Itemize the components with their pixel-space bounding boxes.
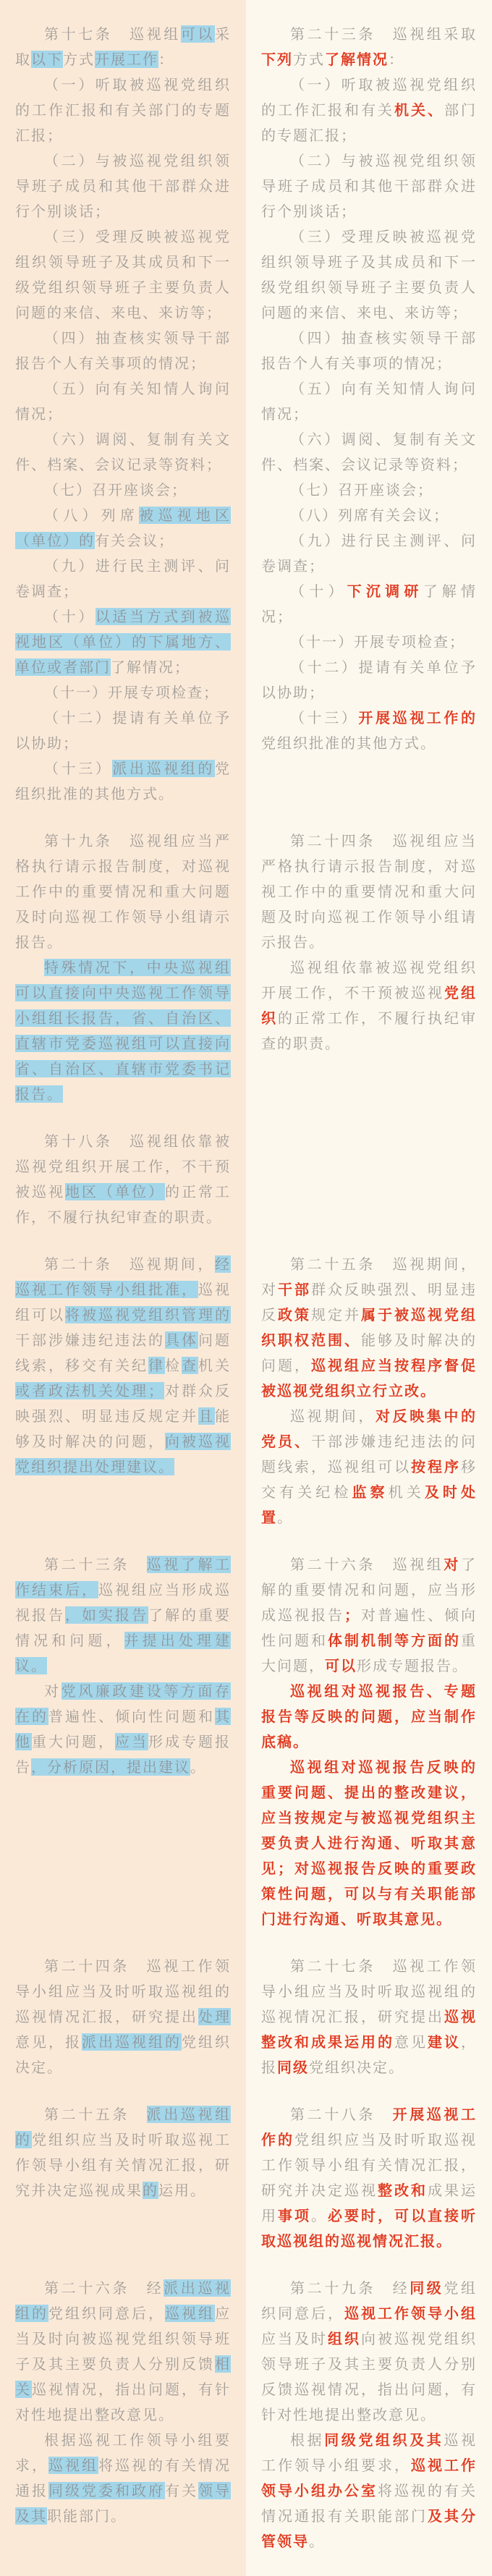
text-run: 对群众反映强烈、明显违反规定并 [15, 1382, 231, 1425]
removed-text-highlight: 派出巡视组的 [112, 760, 216, 777]
old-version-cell [0, 2102, 246, 2276]
removed-text-highlight: 律 [148, 1357, 165, 1374]
article-paragraph [15, 706, 231, 756]
text-run: 巡视组依靠被巡视党组织开展工作，不干预被巡视 [261, 959, 477, 1001]
text-run: 对 [44, 1682, 62, 1700]
text-run: 巡视组可以 [15, 1281, 231, 1323]
article-paragraph [261, 955, 477, 1056]
removed-text-highlight: 巡视组 [165, 2305, 215, 2322]
new-version-cell [246, 2276, 492, 2576]
text-run: 向被巡视党组织领导班子及其主要负责人分别反馈巡视情况，指出问题，有针对性地提出整改意见。 [261, 2330, 477, 2423]
removed-text-highlight: 或者政法机关处理； [15, 1382, 164, 1399]
text-run: 第二十九条 经 [290, 2279, 410, 2297]
text-run: 巡视组应当形成巡视报告 [15, 1581, 231, 1624]
removed-text-highlight: 其他 [15, 1708, 231, 1750]
text-run: （七）召开座谈会； [44, 481, 187, 499]
article-paragraph [15, 1552, 231, 1679]
removed-text-highlight: 相关 [15, 2355, 231, 2398]
article-paragraph [261, 1404, 477, 1530]
text-run: 第二十八条 [290, 2106, 393, 2123]
added-text-emphasis: 及其分管领导 [261, 2507, 477, 2550]
added-text-emphasis: 政策 [278, 1306, 311, 1323]
text-run: （二）与被巡视党组织领导班子成员和其他干部群众进行个别谈话； [15, 152, 231, 220]
removed-text-highlight: 以适当方式到被巡视地区（单位）的下属地方、单位或者部门 [15, 608, 232, 676]
text-run: （五）向有关知情人询问情况； [261, 380, 477, 423]
removed-text-highlight: 领导及其 [15, 2482, 231, 2525]
text-run: 将巡视的有关情况通报 [15, 2457, 231, 2499]
text-run: ： [158, 51, 174, 68]
text-run: ： [389, 51, 404, 68]
text-run: 干部涉嫌违纪违法的 [15, 1331, 165, 1349]
article-paragraph [261, 829, 477, 955]
article-paragraph [261, 630, 477, 655]
added-text-emphasis: 同级党组织及其 [324, 2431, 444, 2449]
text-run: 第二十六条 巡视组 [290, 1556, 444, 1573]
old-version-cell [0, 829, 246, 1252]
text-run: 第十九条 巡视组应当严格执行请示报告制度，对巡视工作中的重要情况和重大问题及时向巡视工作领导小组请示报告。 [15, 832, 231, 951]
article-paragraph [15, 829, 231, 955]
text-run: 巡视期间， [290, 1407, 376, 1425]
text-run: （三）受理反映被巡视党组织领导班子及其成员和下一级党组织领导班子主要负责人问题的来信、来电、来访等； [261, 228, 477, 321]
text-run: 形成专题报告 [15, 1733, 231, 1776]
removed-text-highlight: 被巡视地区（单位）的 [15, 507, 232, 549]
removed-text-highlight: 特殊情况下，中央巡视组可以直接向中央巡视工作领导小组组长报告，省、自治区、直辖市党委巡视组可以直接向省、自治区、直辖市党委书记报告。 [15, 959, 231, 1103]
article-paragraph [15, 680, 231, 706]
added-text-emphasis: 及时处置 [261, 1483, 478, 1526]
removed-text-highlight: 的 [143, 2182, 158, 2199]
article-paragraph [261, 427, 477, 478]
new-version-cell [246, 1252, 492, 1552]
text-run: 将巡视的有关情况通报有关职能部门 [261, 2482, 477, 2525]
removed-text-highlight: 派出巡视组的 [15, 2106, 232, 2148]
article-paragraph [261, 579, 477, 630]
text-run: 党组织同意后， [48, 2305, 165, 2322]
article-paragraph [261, 224, 477, 326]
article-paragraph [261, 528, 477, 579]
text-run: （三）受理反映被巡视党组织领导班子及其成员和下一级党组织领导班子主要负责人问题的来信、来电、来访等； [15, 228, 231, 321]
removed-text-highlight: 并提出处理建议。 [15, 1632, 232, 1674]
article-paragraph [15, 1954, 231, 2080]
text-run: 了解情况； [261, 582, 478, 625]
added-text-emphasis: 属于被巡视党组织职权范围、 [261, 1306, 477, 1349]
removed-text-highlight: 以下 [31, 51, 63, 68]
text-run: ，报 [261, 2033, 477, 2076]
text-run: 应当及时向被巡视党组织领导班子及其主要负责人分别反馈 [15, 2305, 231, 2373]
added-text-emphasis: 体制机制等方面的 [328, 1632, 461, 1649]
article-paragraph [15, 2428, 231, 2529]
added-text-emphasis: 下列 [261, 51, 293, 68]
text-run: （四）抽查核实领导干部报告个人有关事项的情况； [261, 329, 477, 372]
new-version-cell [246, 1552, 492, 1954]
new-version-cell [246, 0, 492, 829]
removed-text-highlight: 可以 [180, 25, 216, 43]
text-run: 第十七条 巡视组 [44, 25, 181, 43]
article-paragraph [261, 2102, 477, 2254]
removed-text-highlight: 应当 [115, 1733, 148, 1750]
text-run: 党组织批准的其他方式。 [261, 734, 436, 752]
removed-text-highlight: 向被巡视党组织提出处理建议。 [15, 1433, 231, 1475]
article-paragraph [15, 503, 231, 554]
article-paragraph [15, 1252, 231, 1480]
added-text-emphasis: 开展巡视工作的 [261, 2106, 478, 2148]
article-paragraph [261, 22, 477, 72]
added-text-emphasis: 巡视工作领导小组办公室 [261, 2457, 477, 2499]
text-run: （十二）提请有关单位予以协助； [15, 709, 231, 752]
text-run: （八）列席 [44, 507, 140, 524]
added-text-emphasis: 巡视整改和成果运用的 [261, 2008, 477, 2051]
added-text-emphasis: 可以 [325, 1657, 357, 1674]
article-paragraph [15, 22, 231, 72]
text-run: 有关 [165, 2482, 198, 2499]
added-text-emphasis: 巡视工作领导小组 [344, 2305, 477, 2322]
text-run: 机关 [198, 1357, 231, 1374]
added-text-emphasis: 机关、 [394, 101, 444, 119]
article-paragraph [15, 72, 231, 148]
removed-text-highlight: 巡视组 [48, 2457, 98, 2474]
text-run: 第十八条 巡视组依靠被巡视党组织开展工作，不干预被巡视 [15, 1132, 231, 1200]
new-version-cell [246, 829, 492, 1252]
article-paragraph [15, 326, 231, 376]
text-run: （十一）开展专项检查； [44, 684, 219, 701]
text-run: 第二十七条 巡视工作领导小组应当及时听取巡视组的巡视情况汇报，研究提出 [261, 1957, 477, 2025]
added-text-emphasis: 巡视组对巡视报告、专题报告等反映的问题，应当制作底稿。 [261, 1682, 477, 1750]
removed-text-highlight: 查 [182, 1357, 198, 1374]
text-run: 党组织决定。 [15, 2033, 231, 2076]
added-text-emphasis: 对 [444, 1556, 462, 1573]
text-run: 的正常工作，不履行执纪审查的职责。 [261, 1009, 477, 1052]
removed-text-highlight: 地区（单位） [65, 1183, 165, 1200]
article-paragraph [15, 604, 231, 680]
text-run: 党组织同意后， [261, 2279, 478, 2322]
old-version-cell [0, 1552, 246, 1954]
text-run: （五）向有关知情人询问情况； [15, 380, 231, 423]
text-run: 有关会议； [95, 532, 174, 549]
text-run: 规定并 [311, 1306, 361, 1323]
text-run: 对普遍性、倾向性问题和 [261, 1606, 477, 1649]
article-paragraph [261, 376, 477, 427]
text-run: 应当及时 [261, 2330, 328, 2347]
article-paragraph [261, 503, 477, 528]
added-text-emphasis: 同级 [410, 2279, 444, 2297]
added-text-emphasis: 巡视组应当按程序督促被巡视党组织立行立改。 [261, 1357, 477, 1399]
article-paragraph [15, 427, 231, 478]
article-paragraph [261, 706, 477, 756]
new-version-cell [246, 1954, 492, 2102]
old-version-cell [0, 1252, 246, 1552]
article-paragraph [261, 326, 477, 376]
added-text-emphasis: 组织 [328, 2330, 361, 2347]
text-run: 第二十条 巡视期间， [44, 1255, 215, 1273]
article-paragraph [261, 1679, 477, 1755]
text-run: 第二十四条 巡视工作领导小组应当及时听取巡视组的巡视情况汇报，研究提出 [15, 1957, 231, 2025]
removed-text-highlight: 巡视了解工作结束后， [15, 1556, 232, 1598]
old-version-cell [0, 1954, 246, 2102]
text-run: （六）调阅、复制有关文件、档案、会议记录等资料； [15, 431, 231, 473]
added-text-emphasis: 监察 [352, 1483, 389, 1501]
removed-text-highlight: 经巡视工作领导小组批准， [15, 1255, 231, 1298]
removed-text-highlight: 派出巡视组的 [82, 2033, 182, 2051]
article-paragraph [261, 72, 477, 148]
text-run: 重大问题， [32, 1733, 115, 1750]
new-version-cell [246, 2102, 492, 2276]
article-paragraph [261, 655, 477, 706]
article-paragraph [15, 756, 231, 807]
text-run: 普遍性、倾向性问题和 [48, 1708, 215, 1725]
article-paragraph [15, 554, 231, 604]
text-run: （六）调阅、复制有关文件、档案、会议记录等资料； [261, 431, 477, 473]
text-run: 党组织决定。 [309, 2059, 404, 2076]
added-text-emphasis: 建议 [428, 2033, 461, 2051]
text-run: 根据 [290, 2431, 325, 2449]
removed-text-highlight: 党风廉政建设等方面存在的 [15, 1682, 232, 1725]
article-paragraph [261, 2276, 477, 2428]
text-run: 。 [190, 1758, 206, 1776]
text-run: 职能部门。 [47, 2507, 127, 2525]
article-paragraph [261, 1552, 477, 1679]
text-run: 干部涉嫌违纪违法的问题线索，巡视组可以 [261, 1433, 477, 1475]
removed-text-highlight: 派出巡视组的 [15, 2279, 232, 2322]
text-run: 重大问题， [261, 1632, 477, 1674]
text-run: 。 [311, 2207, 328, 2224]
text-run: （一）听取被巡视党组织的工作汇报和有关 [261, 76, 477, 119]
text-run: 。 [309, 2533, 325, 2550]
text-run: 检 [165, 1357, 182, 1374]
text-run: 第二十三条 [44, 1556, 147, 1573]
text-run: 能够及时解决的问题， [261, 1331, 477, 1374]
text-run: 党组织应当及时听取巡视工作领导小组有关情况汇报，研究并决定巡视 [261, 2131, 477, 2199]
text-run: 机关 [388, 1483, 425, 1501]
text-run: 第二十三条 巡视组采取 [290, 25, 477, 43]
text-run: （四）抽查核实领导干部报告个人有关事项的情况； [15, 329, 231, 372]
text-run: （十） [44, 608, 96, 625]
text-run: （十三） [44, 760, 113, 777]
article-paragraph [15, 2102, 231, 2203]
added-text-emphasis: 必要时，可以直接听取巡视组的巡视情况汇报。 [261, 2207, 477, 2250]
article-paragraph [261, 478, 477, 503]
article-paragraph [261, 1755, 477, 1932]
text-run: 第二十五条 巡视期间，对 [261, 1255, 477, 1298]
added-text-emphasis: 巡视组对巡视报告反映的重要问题、提出的整改建议，应当按规定与被巡视党组织主要负责人进行沟通、听取其意见；对巡视报告反映的重要政策性问题，可以与有关职能部门进行沟通、听取其意见。 [261, 1758, 477, 1928]
text-run: （七）召开座谈会； [290, 481, 433, 499]
article-paragraph [261, 1954, 477, 2080]
text-run: （九）进行民主测评、问卷调查； [15, 557, 231, 600]
text-run: 根据巡视工作领导小组要求， [15, 2431, 231, 2474]
article-paragraph [15, 376, 231, 427]
text-run: 了解情况； [111, 658, 190, 676]
text-run: 的正常工作，不履行执纪审查的职责。 [15, 1183, 231, 1226]
article-paragraph [261, 2428, 477, 2554]
text-run: 采取 [15, 25, 232, 68]
text-run: 能够及时解决的问题， [15, 1407, 231, 1450]
text-run: 运用。 [158, 2182, 206, 2199]
text-run: 问题线索，移交有关纪 [15, 1331, 231, 1374]
text-run: 巡视情况，指出问题，有针对性地提出整改意见。 [15, 2381, 231, 2423]
old-version-cell [0, 2276, 246, 2576]
text-run: 了解的重要情况和问题，应当形成巡视报告 [261, 1556, 478, 1624]
text-run: 移交有关纪检 [261, 1458, 477, 1501]
text-run: （十二）提请有关单位予以协助； [261, 658, 477, 701]
text-run: 方式 [293, 51, 325, 68]
text-run: 第二十五条 [44, 2106, 147, 2123]
text-run: 群众反映强烈、明显违反 [261, 1281, 477, 1323]
old-version-cell [0, 0, 246, 829]
text-run: 了解的重要情况和问题， [15, 1606, 231, 1649]
added-text-emphasis: 了解情况 [325, 51, 389, 68]
added-text-emphasis: 干部 [278, 1281, 311, 1298]
added-text-emphasis: 开展巡视工作的 [358, 709, 478, 726]
text-run: 形成专题报告。 [357, 1657, 468, 1674]
added-text-emphasis: 同级 [277, 2059, 309, 2076]
text-run: 意见，报 [15, 2033, 82, 2051]
article-paragraph [15, 955, 231, 1107]
added-text-emphasis: 按程序 [411, 1458, 461, 1475]
added-text-emphasis: 党组织 [261, 984, 477, 1027]
removed-text-highlight: 具体 [165, 1331, 198, 1349]
article-paragraph [15, 148, 231, 224]
added-text-emphasis: 事项 [278, 2207, 311, 2224]
text-run: （十一）开展专项检查； [290, 633, 465, 651]
text-run: （八）列席有关会议； [290, 507, 449, 524]
article-paragraph [15, 478, 231, 503]
article-paragraph [15, 1129, 231, 1230]
text-run: 。 [277, 1509, 293, 1526]
added-text-emphasis: 整改和 [378, 2182, 428, 2199]
text-run: 意见 [394, 2033, 428, 2051]
article-paragraph [15, 1679, 231, 1780]
removed-text-highlight: 处理 [198, 2008, 231, 2025]
article-paragraph [15, 224, 231, 326]
text-run: 第二十六条 经 [44, 2279, 164, 2297]
added-text-emphasis: 对反映集中的党员、 [261, 1407, 477, 1450]
added-text-emphasis: ； [344, 1606, 360, 1624]
text-run: 部门的专题汇报； [261, 101, 477, 144]
removed-text-highlight: ，如实报告 [65, 1606, 148, 1624]
text-run: 巡视工作领导小组要求， [261, 2431, 478, 2474]
removed-text-highlight: 开展工作 [95, 51, 158, 68]
article-paragraph [15, 2276, 231, 2428]
text-run: 成果运用 [261, 2182, 477, 2224]
text-run: 方式 [63, 51, 95, 68]
removed-text-highlight: 且 [198, 1407, 215, 1425]
text-run: （一）听取被巡视党组织的工作汇报和有关部门的专题汇报； [15, 76, 231, 144]
added-text-emphasis: 下沉调研 [347, 582, 423, 600]
removed-text-highlight: ，分析原因，提出建议 [31, 1758, 190, 1776]
removed-text-highlight: 同级党委和政府 [48, 2482, 165, 2499]
text-run: （十三） [290, 709, 359, 726]
text-run: 党组织应当及时听取巡视工作领导小组有关情况汇报，研究并决定巡视成果 [15, 2131, 231, 2199]
article-paragraph [261, 1252, 477, 1404]
removed-text-highlight: 将被巡视党组织管理的 [65, 1306, 231, 1323]
text-run: 党组织批准的其他方式。 [15, 760, 232, 802]
text-run: 第二十四条 巡视组应当严格执行请示报告制度，对巡视工作中的重要情况和重大问题及时向巡视工作领导小组请示报告。 [261, 832, 477, 951]
text-run: （二）与被巡视党组织领导班子成员和其他干部群众进行个别谈话； [261, 152, 477, 220]
article-paragraph [261, 148, 477, 224]
text-run: （十） [290, 582, 347, 600]
text-run: （九）进行民主测评、问卷调查； [261, 532, 477, 575]
